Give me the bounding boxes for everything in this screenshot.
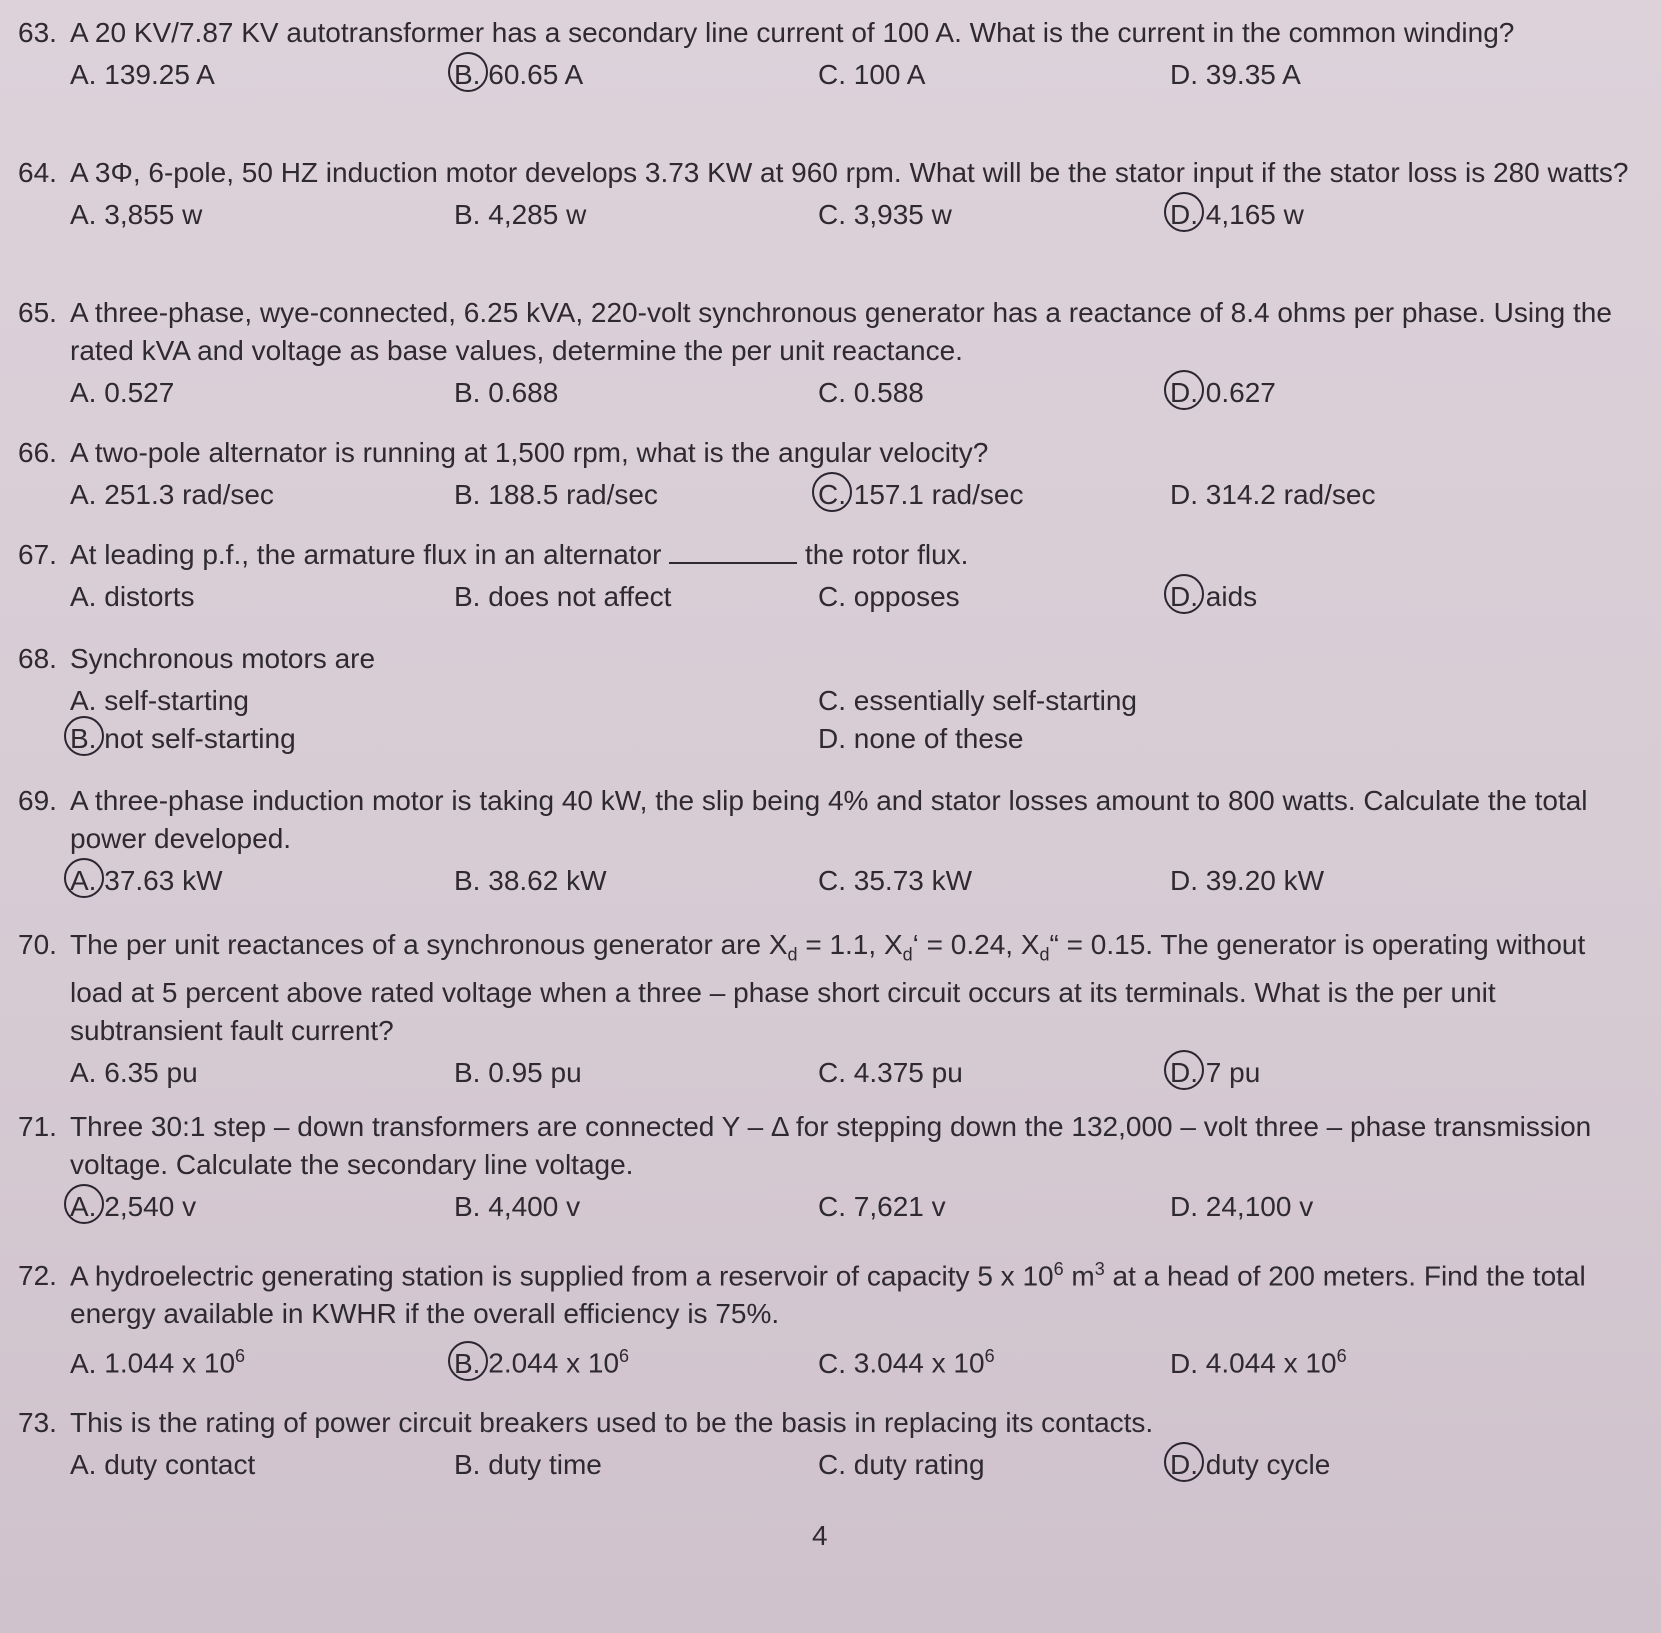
option-b[interactable]: B. 60.65 A: [454, 56, 583, 94]
option-c[interactable]: C. duty rating: [818, 1449, 985, 1480]
option-c[interactable]: C. essentially self-starting: [818, 685, 1138, 716]
option-a[interactable]: A. 6.35 pu: [70, 1056, 198, 1088]
option-a[interactable]: A. distorts: [70, 581, 195, 612]
option-a[interactable]: A. 139.25 A: [70, 59, 215, 90]
question-text: A 3Φ, 6-pole, 50 HZ induction motor develops 3.73 KW at 960 rpm. What will be the stator input if the stator loss is 280 watts?: [70, 157, 1629, 188]
option-b[interactable]: B. 0.95 pu: [454, 1056, 582, 1088]
question-67: [18, 536, 1638, 618]
answer-circle-mark: [64, 858, 104, 898]
question-number: 73.: [18, 1407, 57, 1438]
option-c[interactable]: C. 3.044 x $10^6$: [818, 1346, 995, 1379]
question-text: A three-phase induction motor is taking 40 kW, the slip being 4% and stator losses amount to 800 watts. Calculate the total power developed.: [70, 785, 1588, 854]
question-66: [18, 434, 1638, 516]
option-b[interactable]: B. 2.044 x $10^6$: [454, 1337, 629, 1382]
question-69: [18, 782, 1638, 902]
answer-circle-mark: [812, 472, 852, 512]
question-number: 66.: [18, 437, 57, 468]
question-text: This is the rating of power circuit breakers used to be the basis in replacing its contacts.: [70, 1407, 1154, 1438]
option-a[interactable]: A. 2,540 v: [70, 1188, 196, 1226]
option-b[interactable]: B. 0.688: [454, 377, 559, 408]
question-71: [18, 1108, 1638, 1228]
options: [18, 196, 1638, 236]
option-a[interactable]: A. self-starting: [70, 685, 249, 716]
option-d[interactable]: D. 4.044 x $10^6$: [1170, 1346, 1347, 1379]
answer-circle-mark: [1164, 1050, 1204, 1090]
answer-circle-mark: [1164, 192, 1204, 232]
option-a[interactable]: A. 37.63 kW: [70, 862, 223, 900]
options: [18, 862, 1638, 902]
options: [18, 476, 1638, 516]
option-a[interactable]: A. 1.044 x $10^6$: [70, 1346, 246, 1379]
question-65: [18, 294, 1638, 414]
options: [18, 1446, 1638, 1486]
option-b[interactable]: B. does not affect: [454, 581, 672, 612]
options: [18, 682, 1638, 762]
option-a[interactable]: A. duty contact: [70, 1449, 256, 1480]
option-d[interactable]: D. aids: [1170, 578, 1257, 616]
question-64: [18, 154, 1638, 236]
option-c[interactable]: C. 4.375 pu: [818, 1056, 963, 1088]
option-b[interactable]: B. 38.62 kW: [454, 865, 607, 896]
question-number: 63.: [18, 17, 57, 48]
option-a[interactable]: A. 251.3 rad/sec: [70, 479, 274, 510]
question-number: 69.: [18, 785, 57, 816]
option-c[interactable]: C. 157.1 rad/sec: [818, 476, 1023, 514]
option-c[interactable]: C. 0.588: [818, 377, 924, 408]
fill-in-blank[interactable]: [669, 542, 797, 564]
options: [18, 1188, 1638, 1228]
answer-circle-mark: [64, 716, 104, 756]
option-a[interactable]: A. 3,855 w: [70, 199, 203, 230]
answer-circle-mark: [1164, 1442, 1204, 1482]
answer-circle-mark: [1164, 574, 1204, 614]
question-number: 65.: [18, 297, 57, 328]
options: [18, 1337, 1638, 1377]
question-68: [18, 640, 1638, 762]
option-d[interactable]: D. 314.2 rad/sec: [1170, 479, 1376, 510]
option-d[interactable]: D. 39.35 A: [1170, 59, 1301, 90]
option-d[interactable]: D. 0.627: [1170, 374, 1276, 412]
question-72: 72. A hydroelectric generating station is supplied from a reservoir of capacity 5 x $10^6$ $m^3$ at a head of 200 meters. Find the total energy available in KWHR if the overall efficiency is 75%. A. 1.044 x $10^6$ B. 2.044 x $10^6$ C. 3.044 x $10^6$ D. 4.044 x $10^6$: [18, 1250, 1638, 1377]
option-d[interactable]: D. 7 pu: [1170, 1054, 1260, 1092]
option-d[interactable]: D. 4,165 w: [1170, 196, 1304, 234]
answer-circle-mark: [448, 1341, 488, 1381]
question-number: 72.: [18, 1260, 57, 1292]
option-d[interactable]: D. 39.20 kW: [1170, 865, 1325, 896]
question-number: 67.: [18, 539, 57, 570]
question-text-after: the rotor flux.: [805, 539, 969, 570]
option-d[interactable]: D. none of these: [818, 723, 1024, 754]
question-number: 64.: [18, 157, 57, 188]
question-number: 71.: [18, 1111, 57, 1142]
option-c[interactable]: C. 35.73 kW: [818, 865, 973, 896]
options: [18, 1054, 1638, 1094]
options: [18, 56, 1638, 96]
options: [18, 374, 1638, 414]
option-c[interactable]: C. 7,621 v: [818, 1191, 946, 1222]
question-70: 70. The per unit reactances of a synchronous generator are $X_d = 1.1$, $X_d‘ = 0.24$, $X_d“ = 0.15$. The generator is operating without load at 5 percent above rated voltage when a three – phase short circuit occurs at its terminals. What is the per unit subtransient fault current? A. 6.35 pu B. 0.95 pu C. 4.375 pu D. 7 pu: [18, 926, 1638, 1094]
option-d[interactable]: D. duty cycle: [1170, 1446, 1330, 1484]
answer-circle-mark: [1164, 370, 1204, 410]
question-63: [18, 14, 1638, 96]
option-b[interactable]: B. 188.5 rad/sec: [454, 479, 658, 510]
option-b[interactable]: B. 4,400 v: [454, 1191, 581, 1222]
option-c[interactable]: C. 100 A: [818, 59, 926, 90]
answer-circle-mark: [64, 1184, 104, 1224]
question-number: 70.: [18, 929, 57, 960]
question-text: A 20 KV/7.87 KV autotransformer has a secondary line current of 100 A. What is the current in the common winding?: [70, 17, 1515, 48]
options: [18, 578, 1638, 618]
answer-circle-mark: [448, 52, 488, 92]
option-c[interactable]: C. opposes: [818, 581, 960, 612]
option-d[interactable]: D. 24,100 v: [1170, 1191, 1314, 1222]
question-text: Three 30:1 step – down transformers are connected Y – Δ for stepping down the 132,000 – volt three – phase transmission voltage. Calculate the secondary line voltage.: [70, 1111, 1592, 1180]
question-73: [18, 1404, 1638, 1486]
option-b[interactable]: B. duty time: [454, 1449, 602, 1480]
option-c[interactable]: C. 3,935 w: [818, 199, 952, 230]
question-text: Synchronous motors are: [70, 643, 376, 674]
option-a[interactable]: A. 0.527: [70, 377, 175, 408]
question-text: A three-phase, wye-connected, 6.25 kVA, 220-volt synchronous generator has a reactance of 8.4 ohms per phase. Using the rated kVA and voltage as base values, determine the per unit reactance.: [70, 297, 1612, 366]
question-text: At leading p.f., the armature flux in an alternator: [70, 539, 662, 570]
option-b[interactable]: B. not self-starting: [70, 720, 296, 758]
option-b[interactable]: B. 4,285 w: [454, 199, 587, 230]
question-text: A two-pole alternator is running at 1,500 rpm, what is the angular velocity?: [70, 437, 989, 468]
question-number: 68.: [18, 643, 57, 674]
page-number: 4: [812, 1520, 828, 1551]
